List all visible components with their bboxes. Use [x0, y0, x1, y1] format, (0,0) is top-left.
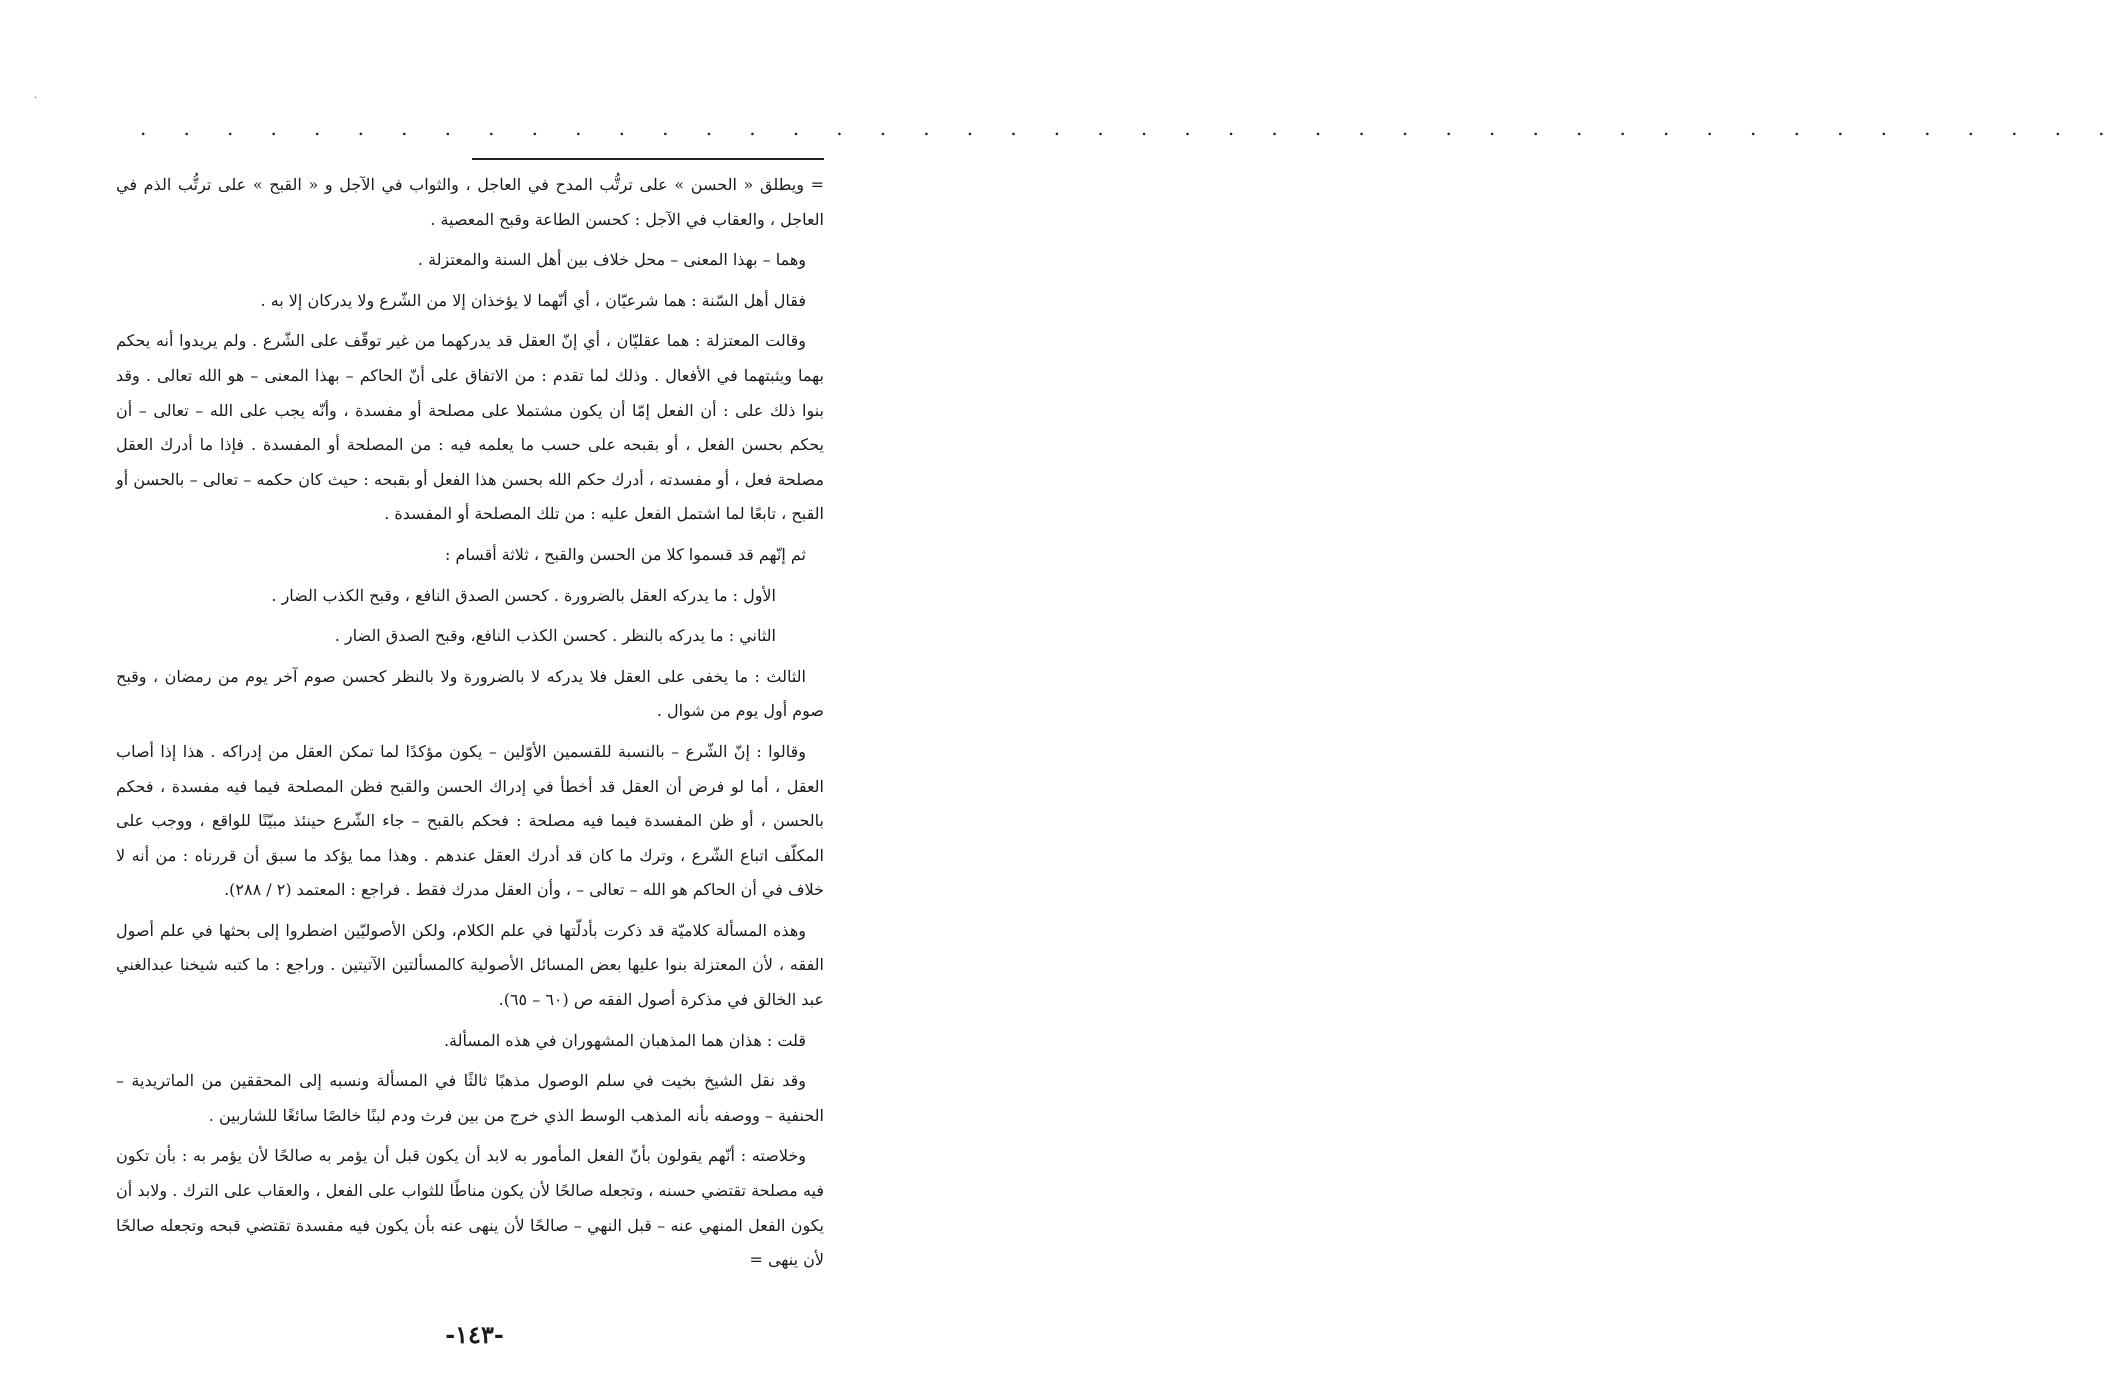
paragraph: وقالت المعتزلة : هما عقليّان ، أي إنّ العقل قد يدركهما من غير توقّف على الشّرع . ولم يريدوا أنه يحكم بهما ويثبتهما في الأفعال . وذلك لما تقدم : من الاتفاق على أنّ الحاكم – بهذا المعنى – هو الله تعالى . وقد بنوا ذلك على : أن الفعل إمّا أن يكون مشتملا على مصلحة أو مفسدة ، وأنّه يجب على الله – تعالى – أن يحكم بحسن الفعل ، أو بقبحه على حسب ما يعلمه فيه : من المصلحة أو المفسدة . فإذا ما أدرك العقل مصلحة فعل ، أو مفسدته ، أدرك حكم الله بحسن هذا الفعل أو بقبحه : حيث كان حكمه – تعالى – بالحسن أو القبح ، تابعًا لما اشتمل الفعل عليه : من تلك المصلحة أو المفسدة . — [116, 331, 824, 524]
paragraph: فقال أهل السّنة : هما شرعيّان ، أي أنّهما لا يؤخذان إلا من الشّرع ولا يدركان إلا به . — [260, 290, 806, 310]
stray-mark: . — [34, 90, 38, 101]
paragraph: وخلاصته : أنّهم يقولون بأنّ الفعل المأمور به لابد أن يكون قبل أن يؤمر به صالحًا لأن يؤمر به : بأن تكون فيه مصلحة تقتضي حسنه ، وتجعله صالحًا لأن يكون مناطًا للثواب على الفعل ، والعقاب على الترك . ولابد أن يكون الفعل المنهي عنه – قبل النهي – صالحًا لأن ينهى عنه بأن يكون فيه مفسدة تقتضي قبحه وتجعله صالحًا لأن ينهى = — [116, 1146, 824, 1270]
paragraph: وقد نقل الشيخ بخيت في سلم الوصول مذهبًا ثالثًا في المسألة ونسبه إلى المحققين من الماتريدية – الحنفية – ووصفه بأنه المذهب الوسط الذي خرج من بين فرث ودم لبنًا خالصًا سائغًا للشاربين . — [116, 1071, 824, 1125]
paragraph: ثم إنّهم قد قسموا كلا من الحسن والقبح ، ثلاثة أقسام : — [445, 544, 806, 564]
paragraph: وقالوا : إنّ الشّرع – بالنسبة للقسمين الأوّلين – يكون مؤكدًا لما تمكن العقل من إدراكه . هذا إذا أصاب العقل ، أما لو فرض أن العقل قد أخطأ في إدراك الحسن والقبح فظن المصلحة فيما فيه مفسدة ، فحكم بالحسن ، أو ظن المفسدة فيما فيه مصلحة : فحكم بالقبح – جاء الشّرع حينئذ مبيّنًا للواقع ، ووجب على المكلّف اتباع الشّرع ، وترك ما كان قد أدرك العقل عندهم . وهذا مما يؤكد ما سبق أن قررناه : من أنه لا خلاف في أن الحاكم هو الله – تعالى – ، وأن العقل مدرك فقط . فراجع : المعتمد (٢ / ٢٨٨). — [116, 741, 825, 900]
list-item: الأول : ما يدركه العقل بالضرورة . كحسن الصدق النافع ، وقبح الكذب الضار . — [271, 585, 776, 605]
footnote-rule — [472, 158, 824, 160]
paragraph: وهذه المسألة كلاميّة قد ذكرت بأدلّتها في علم الكلام، ولكن الأصوليّين اضطروا إلى بحثها في علم أصول الفقه ، لأن المعتزلة بنوا عليها بعض المسائل الأصولية كالمسألتين الآتيتين . وراجع : ما كتبه شيخنا عبدالغني عبد الخالق في مذكرة أصول الفقه ص (٦٠ – ٦٥). — [116, 920, 824, 1010]
paragraph: = ويطلق « الحسن » على ترتُّب المدح في العاجل ، والثواب في الآجل و « القبح » على ترتُّب الذم في العاجل ، والعقاب في الآجل : كحسن الطاعة وقبح المعصية . — [116, 175, 824, 229]
paragraph: قلت : هذان هما المذهبان المشهوران في هذه المسألة. — [443, 1030, 806, 1050]
dotted-separator: . . . . . . . . . . . . . . . . . . . . . . . . . . . . . . . . . . . . . . . . . . . . . . — [140, 116, 2120, 140]
page-number: -١٤٣- — [445, 1320, 504, 1349]
footnote-text — [116, 168, 824, 1284]
paragraph: وهما – بهذا المعنى – محل خلاف بين أهل السنة والمعتزلة . — [417, 250, 806, 270]
list-item: الثاني : ما يدركه بالنظر . كحسن الكذب النافع، وقبح الصدق الضار . — [334, 626, 776, 646]
list-item: الثالث : ما يخفى على العقل فلا يدركه لا بالضرورة ولا بالنظر كحسن صوم آخر يوم من رمضان ، وقبح صوم أول يوم من شوال . — [116, 666, 824, 721]
